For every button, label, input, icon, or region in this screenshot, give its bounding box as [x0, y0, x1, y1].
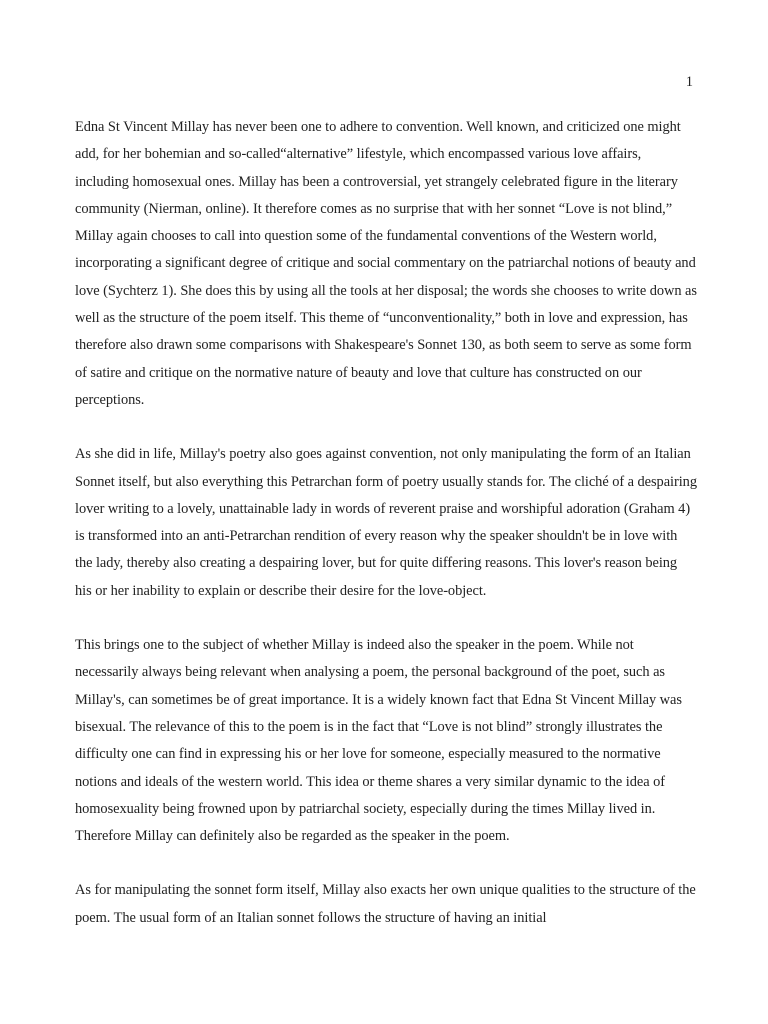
page-number: 1 — [685, 74, 693, 90]
paragraph-1: Edna St Vincent Millay has never been one to adhere to convention. Well known, and criticized one might add, for her bohemian and so-called“alternative” lifestyle, which encompassed various love affairs, including homosexual ones. Millay has been a controversial, yet strangely celebrated figure in the literary community (Nierman, online). It therefore comes as no surprise that with her sonnet “Love is not blind,” Millay again chooses to call into question some of the fundamental conventions of the Western world, incorporating a significant degree of critique and social commentary on the patriarchal notions of beauty and love (Sychterz 1). She does this by using all the tools at her disposal; the words she chooses to write down as well as the structure of the poem itself. This theme of “unconventionality,” both in love and expression, has therefore also drawn some comparisons with Shakespeare's Sonnet 130, as both seem to serve as some form of satire and critique on the normative nature of beauty and love that culture has constructed on our perceptions. — [75, 119, 697, 408]
paragraph-2: As she did in life, Millay's poetry also goes against convention, not only manipulating the form of an Italian Sonnet itself, but also everything this Petrarchan form of poetry usually stands for. The cliché of a despairing lover writing to a lovely, unattainable lady in words of reverent praise and worshipful adoration (Graham 4) is transformed into an anti-Petrarchan rendition of every reason why the speaker shouldn't be in love with the lady, thereby also creating a despairing lover, but for quite differing reasons. This lover's reason being his or her inability to explain or describe their desire for the love-object. — [75, 446, 697, 599]
paragraph-3: This brings one to the subject of whether Millay is indeed also the speaker in the poem. While not necessarily always being relevant when analysing a poem, the personal background of the poet, such as Millay's, can sometimes be of great importance. It is a widely known fact that Edna St Vincent Millay was bisexual. The relevance of this to the poem is in the fact that “Love is not blind” strongly illustrates the difficulty one can find in expressing his or her love for someone, especially measured to the normative notions and ideals of the western world. This idea or theme shares a very similar dynamic to the idea of homosexuality being frowned upon by patriarchal society, especially during the times Millay lived in. Therefore Millay can definitely also be regarded as the speaker in the poem. — [75, 637, 682, 845]
document-body — [75, 114, 697, 959]
paragraph-4: As for manipulating the sonnet form itself, Millay also exacts her own unique qualities to the structure of the poem. The usual form of an Italian sonnet follows the structure of having an initial — [75, 882, 696, 926]
